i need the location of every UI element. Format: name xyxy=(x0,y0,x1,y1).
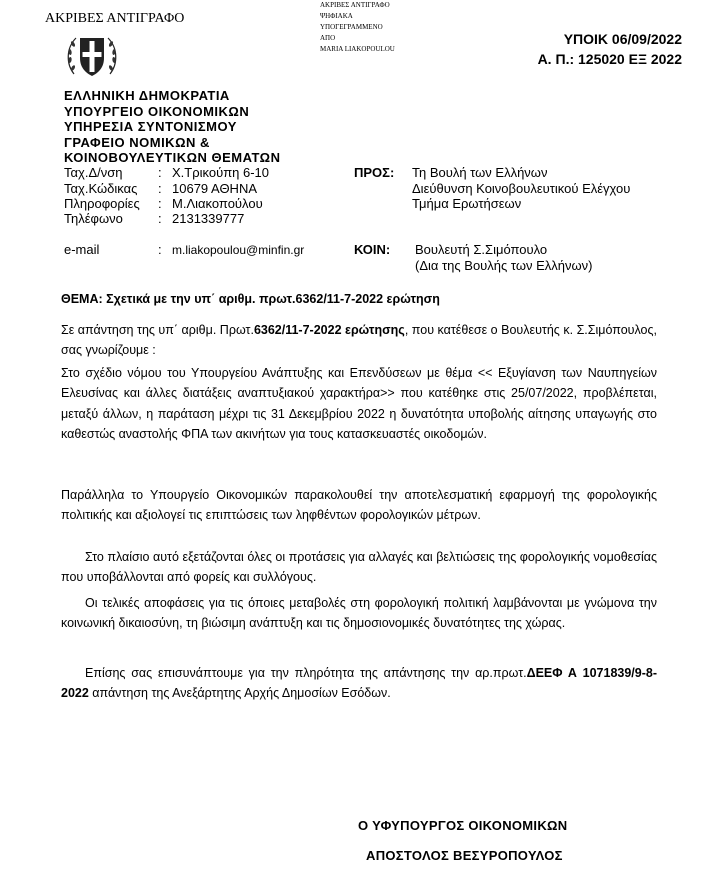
sender-organization xyxy=(64,88,280,166)
signatory-title: Ο ΥΦΥΠΟΥΡΓΟΣ ΟΙΚΟΝΟΜΙΚΩΝ xyxy=(358,818,568,833)
org-line: ΚΟΙΝΟΒΟΥΛΕΥΤΙΚΩΝ ΘΕΜΑΤΩΝ xyxy=(64,150,281,165)
protocol-number: Α. Π.: 125020 ΕΞ 2022 xyxy=(537,51,682,67)
coat-of-arms-icon xyxy=(64,28,120,84)
stamp-line: ΥΠΟΓΕΓΡΑΜΜΕΝΟ xyxy=(320,23,383,31)
body-paragraph: Οι τελικές αποφάσεις για τις όποιες μεταβολές στη φορολογική πολιτική λαμβάνονται με γνώμονα την κοινωνική δικαιοσύνη, τη βιώσιμη ανάπτυξη και τις δημοσιονομικές δυνατότητες της χώρας. xyxy=(61,596,657,631)
email-label: e-mail xyxy=(64,242,100,257)
cc-label: ΚΟΙΝ: xyxy=(354,242,391,257)
body-paragraph: Παράλληλα το Υπουργείο Οικονομικών παρακολουθεί την αποτελεσματική εφαρμογή της φορολογικής πολιτικής και αξιολογεί τις επιπτώσεις των ληφθέντων φορολογικών μέτρων. xyxy=(61,488,657,523)
to-line: Τμήμα Ερωτήσεων xyxy=(412,196,522,211)
subject-line: ΘΕΜΑ: Σχετικά με την υπ΄ αριθμ. πρωτ.6362/11-7-2022 ερώτηση xyxy=(61,292,440,306)
stamp-line: ΨΗΦΙΑΚΑ xyxy=(320,12,353,20)
address-label: Ταχ.Δ/νση xyxy=(64,165,123,180)
cc-line: (Δια της Βουλής των Ελλήνων) xyxy=(415,258,593,273)
email-value[interactable]: m.liakopoulou@minfin.gr xyxy=(172,243,305,257)
body-paragraph: Στο σχέδιο νόμου του Υπουργείου Ανάπτυξης και Επενδύσεων με θέμα << Εξυγίανση των Ναυπηγείων Ελευσίνας και άλλες διατάξεις αναπτυξιακού χαρακτήρα>> που κατέθηκε στις 25/07/2022, προβλέπεται, μεταξύ άλλων, η παράταση μέχρι τις 31 Δεκεμβρίου 2022 η δυνατότητα υποβολής αίτησης υπαγωγής στο καθεστώς αναστολής ΦΠΑ των ακινήτων για τους κατασκευαστές οικοδομών. xyxy=(61,366,657,442)
digital-signature-stamp xyxy=(320,0,395,55)
copy-stamp: ΑΚΡΙΒΕΣ ΑΝΤΙΓΡΑΦΟ xyxy=(45,11,185,26)
question-reference: 6362/11-7-2022 ερώτησης xyxy=(253,323,405,337)
to-label: ΠΡΟΣ: xyxy=(354,165,395,180)
to-line: Διεύθυνση Κοινοβουλευτικού Ελέγχου xyxy=(412,181,631,196)
org-line: ΕΛΛΗΝΙΚΗ ΔΗΜΟΚΡΑΤΙΑ xyxy=(64,88,230,103)
to-line: Τη Βουλή των Ελλήνων xyxy=(412,165,548,180)
reference-date: ΥΠΟΙΚ 06/09/2022 xyxy=(563,31,682,47)
attachment-reference: ΔΕΕΦ Α 1071839/9-8-2022 xyxy=(61,666,658,701)
stamp-line: ΑΚΡΙΒΕΣ ΑΝΤΙΓΡΑΦΟ xyxy=(320,1,390,9)
info-value: Μ.Λιακοπούλου xyxy=(172,196,263,211)
body-paragraph: Επίσης σας επισυνάπτουμε για την πληρότητα της απάντησης την αρ.πρωτ.ΔΕΕΦ Α 1071839/9-8-2022 απάντηση της Ανεξάρτητης Αρχής Δημοσίων Εσόδων. xyxy=(61,666,658,701)
body-paragraph: Στο πλαίσιο αυτό εξετάζονται όλες οι προτάσεις για αλλαγές και βελτιώσεις της φορολογικής νομοθεσίας που υποβάλλονται από φορείς και συλλόγους. xyxy=(61,550,657,585)
postcode-value: 10679 ΑΘΗΝΑ xyxy=(172,181,258,196)
org-line: ΥΠΟΥΡΓΕΙΟ ΟΙΚΟΝΟΜΙΚΩΝ xyxy=(64,103,250,119)
info-label: Πληροφορίες xyxy=(64,196,140,211)
org-line: ΥΠΗΡΕΣΙΑ ΣΥΝΤΟΝΙΣΜΟΥ xyxy=(64,119,237,134)
phone-label: Τηλέφωνο xyxy=(64,211,123,226)
cc-line: Βουλευτή Σ.Σιμόπουλο xyxy=(415,242,548,257)
phone-value: 2131339777 xyxy=(172,211,245,226)
signatory-name: ΑΠΟΣΤΟΛΟΣ ΒΕΣΥΡΟΠΟΥΛΟΣ xyxy=(366,848,563,863)
stamp-line: ΑΠΟ xyxy=(320,34,336,42)
address-value: Χ.Τρικούπη 6-10 xyxy=(172,165,270,180)
body-paragraph: Σε απάντηση της υπ΄ αριθμ. Πρωτ.6362/11-7-2022 ερώτησης, που κατέθεσε ο Βουλευτής κ. Σ.Σιμόπουλος, σας γνωρίζουμε : xyxy=(61,323,657,358)
postcode-label: Ταχ.Κώδικας xyxy=(64,181,138,196)
org-line: ΓΡΑΦΕΙΟ ΝΟΜΙΚΩΝ & xyxy=(64,134,210,150)
stamp-line: MARIA LIAKOPOULOU xyxy=(320,45,395,53)
